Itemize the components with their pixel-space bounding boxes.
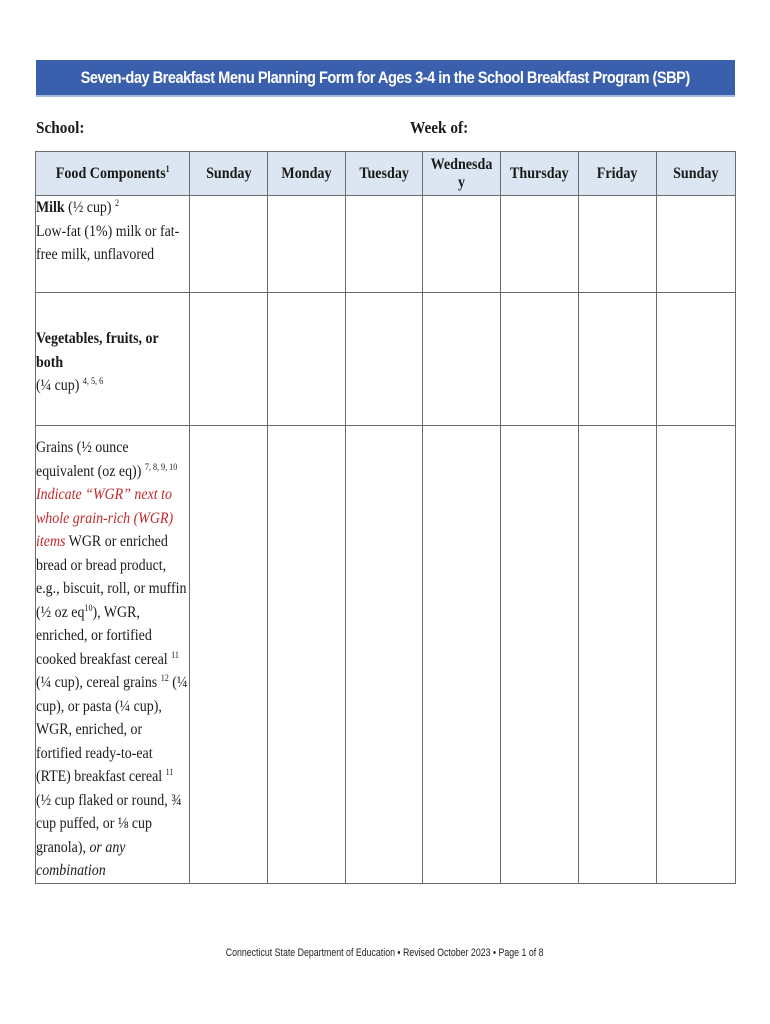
form-title-banner [36, 60, 735, 97]
menu-planning-table [35, 151, 736, 884]
table-row-grains [36, 426, 736, 884]
day-header-sunday-2: Sunday [657, 152, 736, 196]
menu-cell[interactable] [579, 293, 657, 426]
table-row-milk [36, 196, 736, 293]
form-title: Seven-day Breakfast Menu Planning Form for Ages 3-4 in the School Breakfast Program (SBP) [80, 67, 691, 87]
menu-cell[interactable] [501, 293, 579, 426]
menu-cell[interactable] [423, 293, 501, 426]
menu-cell[interactable] [268, 426, 346, 884]
menu-cell[interactable] [190, 293, 268, 426]
menu-cell[interactable] [346, 426, 423, 884]
component-cell-grains: Grains (½ ounce equivalent (oz eq)) $^{7, 8, 9, 10}$ Indicate “WGR” next to whole grain-rich (WGR) items WGR or enriched bread or bread product, e.g., biscuit, roll, or muffin (½ oz $eq^{10}$), WGR, enriched, or fortified cooked breakfast cereal $^{11}$ (¼ cup), cereal grains $^{12}$ (¼ cup), or pasta (¼ cup), WGR, enriched, or fortified ready-to-eat (RTE) breakfast cereal $^{11}$ (½ cup flaked or round, ¾ cup puffed, or ⅛ cup granola), or any combination [36, 426, 190, 884]
page-footer: Connecticut State Department of Education • Revised October 2023 • Page 1 of 8 [226, 947, 544, 959]
day-header-friday: Friday [579, 152, 657, 196]
food-components-header: Food Components$^1$ [36, 152, 190, 196]
menu-cell[interactable] [423, 196, 501, 293]
menu-cell[interactable] [268, 293, 346, 426]
table-header-row [36, 152, 736, 196]
menu-cell[interactable] [501, 426, 579, 884]
day-header-wednesday: Wednesday [423, 152, 501, 196]
menu-cell[interactable] [579, 196, 657, 293]
menu-cell[interactable] [579, 426, 657, 884]
day-header-thursday: Thursday [501, 152, 579, 196]
menu-cell[interactable] [657, 426, 736, 884]
table-row-vegetables-fruits [36, 293, 736, 426]
day-header-sunday: Sunday [190, 152, 268, 196]
component-cell-milk: Milk (½ cup) $^2$ Low-fat (1%) milk or fat-free milk, unflavored [36, 196, 190, 293]
menu-cell[interactable] [423, 426, 501, 884]
component-cell-vegetables-fruits: Vegetables, fruits, or both (¼ cup) $^{4, 5, 6}$ [36, 293, 190, 426]
menu-cell[interactable] [657, 293, 736, 426]
menu-cell[interactable] [190, 426, 268, 884]
menu-cell[interactable] [346, 196, 423, 293]
day-header-monday: Monday [268, 152, 346, 196]
menu-cell[interactable] [346, 293, 423, 426]
menu-cell[interactable] [657, 196, 736, 293]
menu-cell[interactable] [501, 196, 579, 293]
day-header-tuesday: Tuesday [346, 152, 423, 196]
week-of-field-label: Week of: [410, 118, 469, 137]
school-field-label: School: [36, 118, 85, 137]
menu-cell[interactable] [190, 196, 268, 293]
menu-cell[interactable] [268, 196, 346, 293]
